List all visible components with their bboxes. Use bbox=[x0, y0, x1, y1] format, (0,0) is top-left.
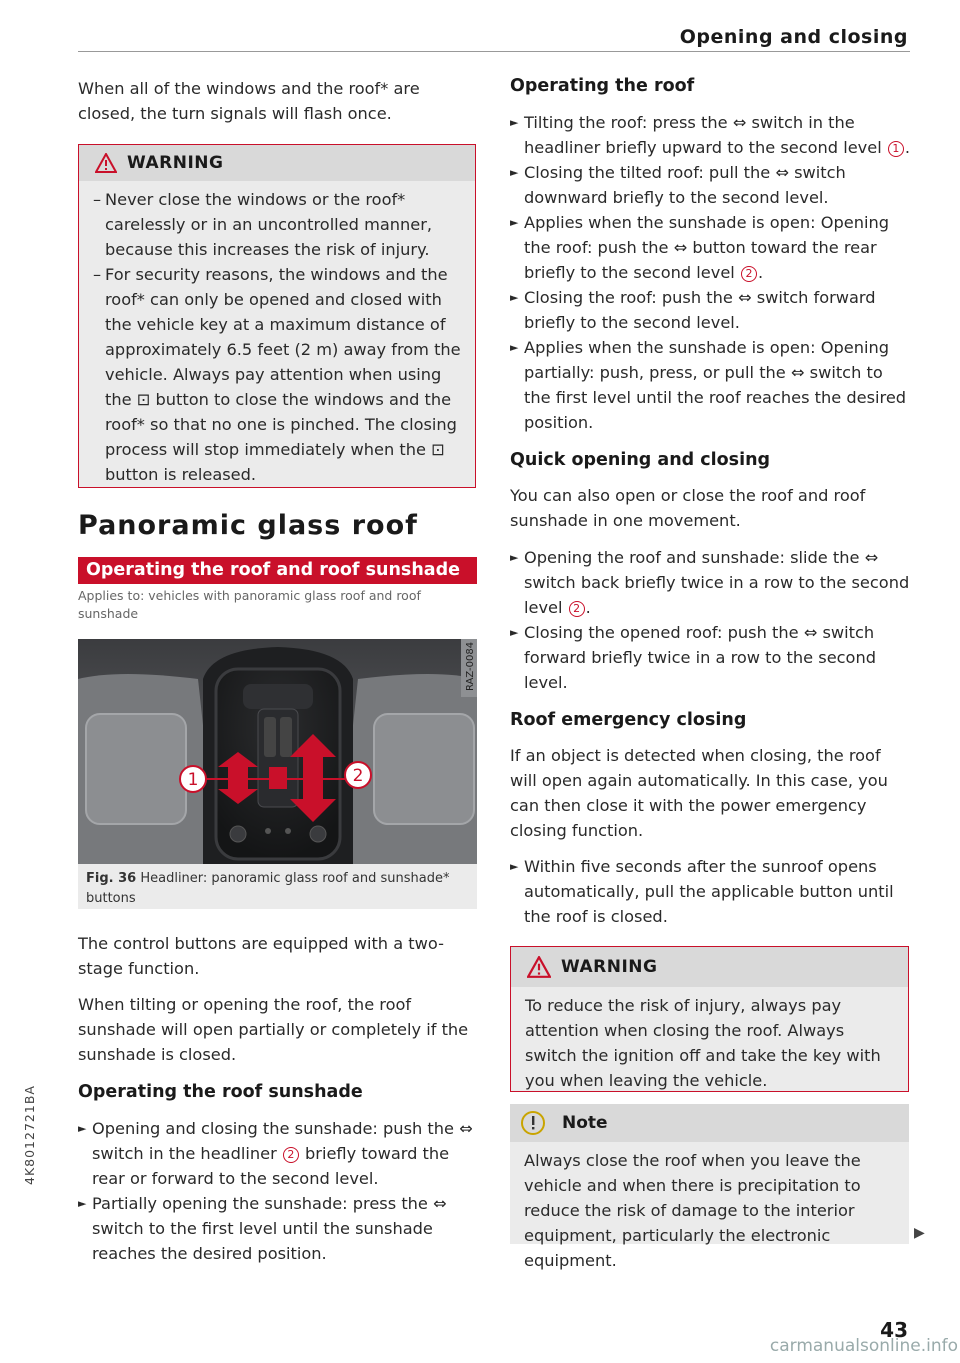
figure-code: RAZ-0084 bbox=[465, 641, 476, 691]
warning-text: To reduce the risk of injury, always pay attention when closing the roof. Always switch the ignition off and take the key with you when leaving the vehicle. bbox=[525, 996, 881, 1090]
roof-switch-icon: ⇔ bbox=[803, 623, 818, 642]
paragraph-two-stage: The control buttons are equipped with a two-stage function. bbox=[78, 934, 444, 978]
callout-1: 1 bbox=[187, 770, 199, 790]
figure-caption-text: Headliner: panoramic glass roof and sunshade* buttons bbox=[86, 871, 450, 906]
roof-switch-icon: ⇔ bbox=[673, 238, 688, 257]
page-number: 43 bbox=[880, 1318, 908, 1342]
bullet-arrow-icon: ► bbox=[510, 860, 519, 873]
key-button-icon: ⊡ bbox=[431, 440, 445, 459]
note-text: Always close the roof when you leave the vehicle and when there is precipitation to reduce the risk of damage to the interior equipment, particularly the electronic equipment. bbox=[524, 1151, 861, 1270]
heading-operating-roof: Operating the roof bbox=[510, 76, 695, 96]
sunshade-list bbox=[78, 1116, 478, 1266]
key-button-icon: ⊡ bbox=[136, 390, 151, 409]
roof-switch-icon: ⇔ bbox=[737, 288, 752, 307]
note-box bbox=[510, 1104, 909, 1270]
note-info-icon bbox=[520, 1110, 546, 1136]
quick-paragraph: You can also open or close the roof and roof sunshade in one movement. bbox=[510, 486, 866, 530]
warning-body bbox=[511, 987, 908, 1101]
bullet-arrow-icon: ► bbox=[510, 216, 519, 229]
heading-quick-opening: Quick opening and closing bbox=[510, 450, 771, 470]
warning-header bbox=[511, 947, 908, 987]
list-item: ► Closing the tilted roof: pull the ⇔ switch downward briefly to the second level. bbox=[510, 160, 910, 210]
bullet-arrow-icon: ► bbox=[78, 1122, 87, 1135]
roof-switch-icon: ⇔ bbox=[459, 1119, 473, 1138]
callout-ref-2: 2 bbox=[283, 1147, 299, 1163]
bullet-arrow-icon: ► bbox=[510, 551, 519, 564]
bullet-arrow-icon: ► bbox=[510, 116, 519, 129]
section-title: Panoramic glass roof bbox=[78, 510, 418, 541]
list-item: ► Opening and closing the sunshade: push the ⇔ switch in the headliner 2 briefly toward the rear or forward to the second level. bbox=[78, 1116, 478, 1191]
warning-body bbox=[79, 181, 475, 495]
applies-to-note: Applies to: vehicles with panoramic glass roof and roof sunshade bbox=[78, 588, 421, 621]
warning-triangle-icon bbox=[527, 956, 551, 978]
warning-item: – Never close the windows or the roof* carelessly or in an uncontrolled manner, because this increases the risk of injury. bbox=[93, 190, 433, 259]
roof-switch-icon: ⇔ bbox=[790, 363, 805, 382]
warning-box-roof bbox=[510, 946, 909, 1092]
note-title: Note bbox=[562, 1113, 608, 1133]
header-rule bbox=[78, 51, 910, 52]
warning-header bbox=[79, 145, 475, 181]
subsection-bar: Operating the roof and roof sunshade bbox=[78, 557, 477, 584]
list-item: ► Closing the opened roof: push the ⇔ switch forward briefly twice in a row to the second level. bbox=[510, 620, 910, 695]
warning-title: WARNING bbox=[561, 957, 658, 977]
bullet-arrow-icon: ► bbox=[510, 291, 519, 304]
running-header: Opening and closing bbox=[679, 26, 908, 48]
list-item: ► Applies when the sunshade is open: Opening the roof: push the ⇔ button toward the rear briefly to the second level 2 . bbox=[510, 210, 910, 285]
roof-switch-icon: ⇔ bbox=[775, 163, 789, 182]
figure-headliner bbox=[78, 639, 477, 864]
list-item: ► Within five seconds after the sunroof opens automatically, pull the applicable button until the roof is closed. bbox=[510, 854, 910, 929]
callout-ref-2: 2 bbox=[741, 266, 757, 282]
operating-roof-list bbox=[510, 110, 910, 435]
list-item: ► Tilting the roof: press the ⇔ switch in the headliner briefly upward to the second level 1 . bbox=[510, 110, 910, 160]
figure-label: Fig. 36 bbox=[86, 871, 137, 886]
note-header bbox=[510, 1104, 909, 1142]
emergency-paragraph: If an object is detected when closing, the roof will open again automatically. In this case, you can then close it with the power emergency closing function. bbox=[510, 746, 888, 840]
emergency-list bbox=[510, 854, 910, 929]
callout-ref-2: 2 bbox=[569, 601, 585, 617]
roof-switch-icon: ⇔ bbox=[864, 548, 879, 567]
list-item: ► Applies when the sunshade is open: Opening partially: push, press, or pull the ⇔ switch to the first level until the roof reaches the desired position. bbox=[510, 335, 910, 435]
figure-caption bbox=[78, 864, 477, 909]
bullet-arrow-icon: ► bbox=[510, 626, 519, 639]
bullet-arrow-icon: ► bbox=[78, 1197, 87, 1210]
intro-paragraph: When all of the windows and the roof* are closed, the turn signals will flash once. bbox=[78, 79, 420, 123]
heading-emergency-closing: Roof emergency closing bbox=[510, 710, 747, 730]
watermark: carmanualsonline.info bbox=[769, 1336, 958, 1356]
roof-switch-icon: ⇔ bbox=[433, 1194, 447, 1213]
warning-box-windows bbox=[78, 144, 476, 488]
warning-title: WARNING bbox=[127, 153, 224, 173]
bullet-arrow-icon: ► bbox=[510, 166, 519, 179]
continue-arrow-icon: ▶ bbox=[914, 1225, 925, 1241]
callout-ref-1: 1 bbox=[888, 141, 904, 157]
callout-2: 2 bbox=[352, 766, 364, 786]
document-code: 4K8012721BA bbox=[22, 1085, 37, 1185]
headliner-illustration bbox=[78, 639, 477, 864]
note-body bbox=[510, 1142, 909, 1279]
roof-switch-icon: ⇔ bbox=[732, 113, 747, 132]
warning-item: – For security reasons, the windows and the roof* can only be opened and closed with the vehicle key at a maximum distance of approximately 6.5 feet (2 m) away from the vehicle. Always pay attention when using the ⊡ button to close the windows and the roof* so that no one is pinched. The closing process will stop immediately when the ⊡ button is released. bbox=[93, 265, 461, 484]
paragraph-sunshade-open: When tilting or opening the roof, the roof sunshade will open partially or completely if the sunshade is closed. bbox=[78, 995, 469, 1064]
list-item: ► Closing the roof: push the ⇔ switch forward briefly to the second level. bbox=[510, 285, 910, 335]
list-item: ► Opening the roof and sunshade: slide the ⇔ switch back briefly twice in a row to the second level 2 . bbox=[510, 545, 910, 620]
warning-triangle-icon bbox=[95, 153, 117, 173]
list-item: ► Partially opening the sunshade: press the ⇔ switch to the first level until the sunshade reaches the desired position. bbox=[78, 1191, 478, 1266]
bullet-arrow-icon: ► bbox=[510, 341, 519, 354]
quick-list bbox=[510, 545, 910, 695]
heading-operating-sunshade: Operating the roof sunshade bbox=[78, 1082, 363, 1102]
